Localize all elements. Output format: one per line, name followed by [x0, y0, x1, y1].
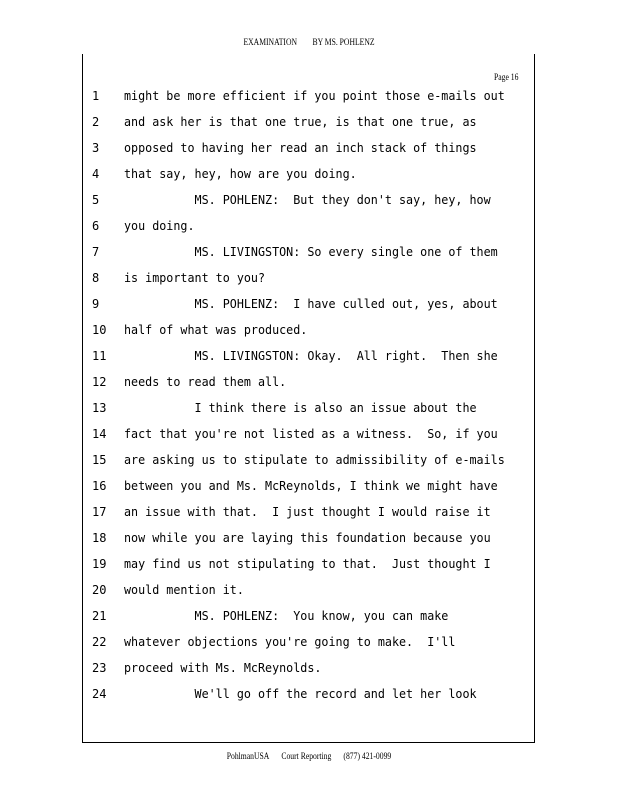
- line-number: 8: [92, 271, 100, 285]
- transcript-line: proceed with Ms. McReynolds.: [124, 661, 322, 675]
- header-examiner: BY MS. POHLENZ: [312, 37, 375, 47]
- page-header: [46, 37, 571, 47]
- footer-phone: (877) 421-0099: [343, 751, 392, 761]
- transcript-line: MS. LIVINGSTON: So every single one of them: [124, 245, 498, 259]
- line-number: 21: [92, 609, 107, 623]
- line-number: 23: [92, 661, 107, 675]
- transcript-line: half of what was produced.: [124, 323, 308, 337]
- transcript-line: an issue with that. I just thought I would raise it: [124, 505, 491, 519]
- transcript-line: We'll go off the record and let her look: [124, 687, 477, 701]
- header-section-title: EXAMINATION: [243, 37, 298, 47]
- transcript-line: you doing.: [124, 219, 195, 233]
- line-number: 16: [92, 479, 107, 493]
- page-footer: [46, 751, 571, 761]
- line-number: 11: [92, 349, 107, 363]
- footer-company: PohlmanUSA: [226, 751, 270, 761]
- line-number: 4: [92, 167, 100, 181]
- transcript-line: now while you are laying this foundation because you: [124, 531, 491, 545]
- line-number: 12: [92, 375, 107, 389]
- line-number: 15: [92, 453, 107, 467]
- line-number: 14: [92, 427, 107, 441]
- line-number: 24: [92, 687, 107, 701]
- line-number: 20: [92, 583, 107, 597]
- line-number: 22: [92, 635, 107, 649]
- line-number: 17: [92, 505, 107, 519]
- line-number: 13: [92, 401, 107, 415]
- line-number: 18: [92, 531, 107, 545]
- transcript-line: that say, hey, how are you doing.: [124, 167, 357, 181]
- line-number: 5: [92, 193, 100, 207]
- transcript-line: might be more efficient if you point those e-mails out: [124, 89, 505, 103]
- line-number: 3: [92, 141, 100, 155]
- transcript-line: needs to read them all.: [124, 375, 287, 389]
- line-number: 19: [92, 557, 107, 571]
- line-number: 9: [92, 297, 100, 311]
- transcript-line: may find us not stipulating to that. Just thought I: [124, 557, 491, 571]
- line-number: 1: [92, 89, 100, 103]
- page-number: Page 16: [494, 72, 519, 82]
- line-number: 2: [92, 115, 100, 129]
- transcript-line: MS. POHLENZ: You know, you can make: [124, 609, 449, 623]
- line-number: 7: [92, 245, 100, 259]
- transcript-line: fact that you're not listed as a witness. So, if you: [124, 427, 498, 441]
- transcript-line: and ask her is that one true, is that one true, as: [124, 115, 477, 129]
- transcript-line: MS. LIVINGSTON: Okay. All right. Then she: [124, 349, 498, 363]
- transcript-line: between you and Ms. McReynolds, I think we might have: [124, 479, 498, 493]
- transcript-line: whatever objections you're going to make. I'll: [124, 635, 456, 649]
- transcript-line: are asking us to stipulate to admissibility of e-mails: [124, 453, 505, 467]
- footer-service: Court Reporting: [281, 751, 332, 761]
- transcript-line: would mention it.: [124, 583, 244, 597]
- transcript-line: is important to you?: [124, 271, 266, 285]
- transcript-line: MS. POHLENZ: I have culled out, yes, about: [124, 297, 498, 311]
- line-number: 6: [92, 219, 100, 233]
- transcript-line: opposed to having her read an inch stack of things: [124, 141, 477, 155]
- line-number: 10: [92, 323, 107, 337]
- transcript-line: MS. POHLENZ: But they don't say, hey, how: [124, 193, 491, 207]
- transcript-line: I think there is also an issue about the: [124, 401, 477, 415]
